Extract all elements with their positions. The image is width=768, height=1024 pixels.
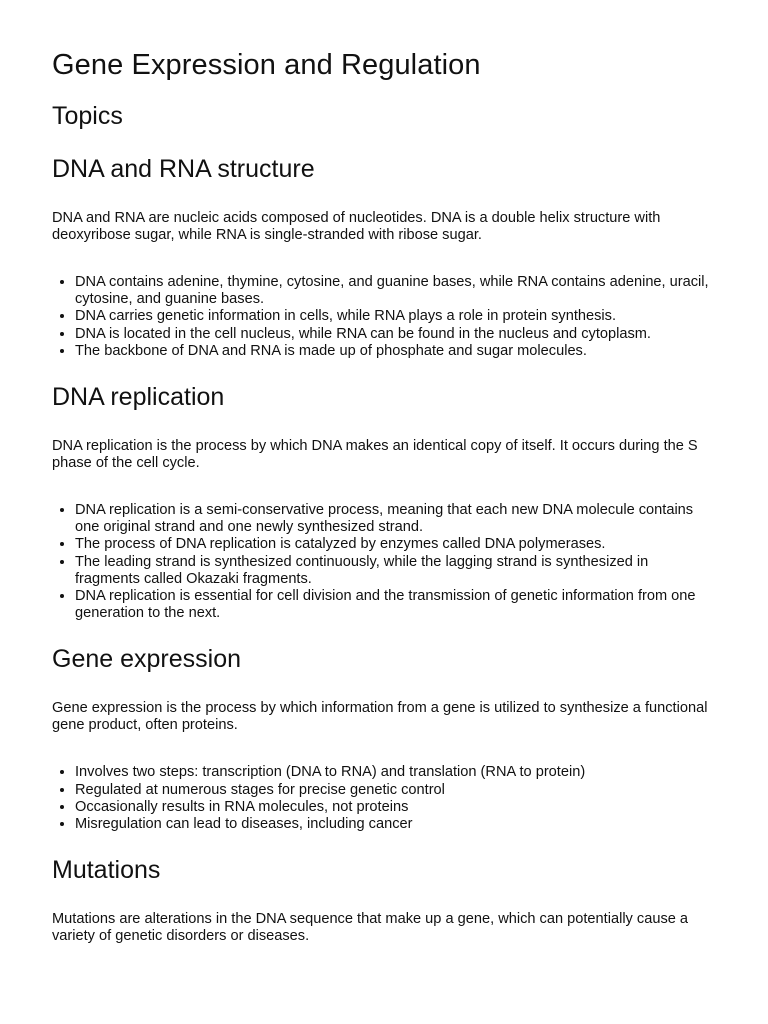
- list-item: • DNA replication is essential for cell division and the transmission of genetic information from one generation to the next.: [75, 588, 716, 622]
- list-item: • Occasionally results in RNA molecules, not proteins: [75, 799, 716, 816]
- list-item: • DNA contains adenine, thymine, cytosine, and guanine bases, while RNA contains adenine, uracil, cytosine, and guanine bases.: [75, 274, 716, 308]
- list-item: • The process of DNA replication is catalyzed by enzymes called DNA polymerases.: [75, 536, 716, 553]
- list-item: • DNA is located in the cell nucleus, while RNA can be found in the nucleus and cytoplasm.: [75, 326, 716, 343]
- section-heading-dna-replication: DNA replication: [52, 383, 225, 412]
- section-intro: Mutations are alterations in the DNA sequence that make up a gene, which can potentially cause a variety of genetic disorders or diseases.: [52, 911, 689, 945]
- bullet-list: [52, 502, 716, 622]
- section-heading-dna-rna-structure: DNA and RNA structure: [52, 155, 315, 183]
- list-item: • The leading strand is synthesized continuously, while the lagging strand is synthesized in fragments called Okazaki fragments.: [75, 554, 716, 588]
- bullet-list: [52, 764, 716, 833]
- list-item: • The backbone of DNA and RNA is made up of phosphate and sugar molecules.: [75, 343, 716, 360]
- section-heading-mutations: Mutations: [52, 856, 161, 885]
- section-intro: Gene expression is the process by which information from a gene is utilized to synthesize a functional gene product, often proteins.: [52, 700, 708, 734]
- page-title: Gene Expression and Regulation: [52, 49, 481, 81]
- list-item: • Misregulation can lead to diseases, including cancer: [75, 816, 716, 833]
- topics-heading: Topics: [52, 102, 123, 130]
- list-item: • Regulated at numerous stages for precise genetic control: [75, 782, 716, 799]
- section-intro: DNA replication is the process by which DNA makes an identical copy of itself. It occurs during the S phase of the cell cycle.: [52, 438, 698, 472]
- bullet-list: [52, 274, 716, 360]
- list-item: • DNA replication is a semi-conservative process, meaning that each new DNA molecule contains one original strand and one newly synthesized strand.: [75, 502, 716, 536]
- section-heading-gene-expression: Gene expression: [52, 645, 242, 674]
- list-item: • DNA carries genetic information in cells, while RNA plays a role in protein synthesis.: [75, 308, 716, 325]
- section-intro: DNA and RNA are nucleic acids composed of nucleotides. DNA is a double helix structure with deoxyribose sugar, while RNA is single-stranded with ribose sugar.: [52, 210, 661, 243]
- list-item: • Involves two steps: transcription (DNA to RNA) and translation (RNA to protein): [75, 764, 716, 781]
